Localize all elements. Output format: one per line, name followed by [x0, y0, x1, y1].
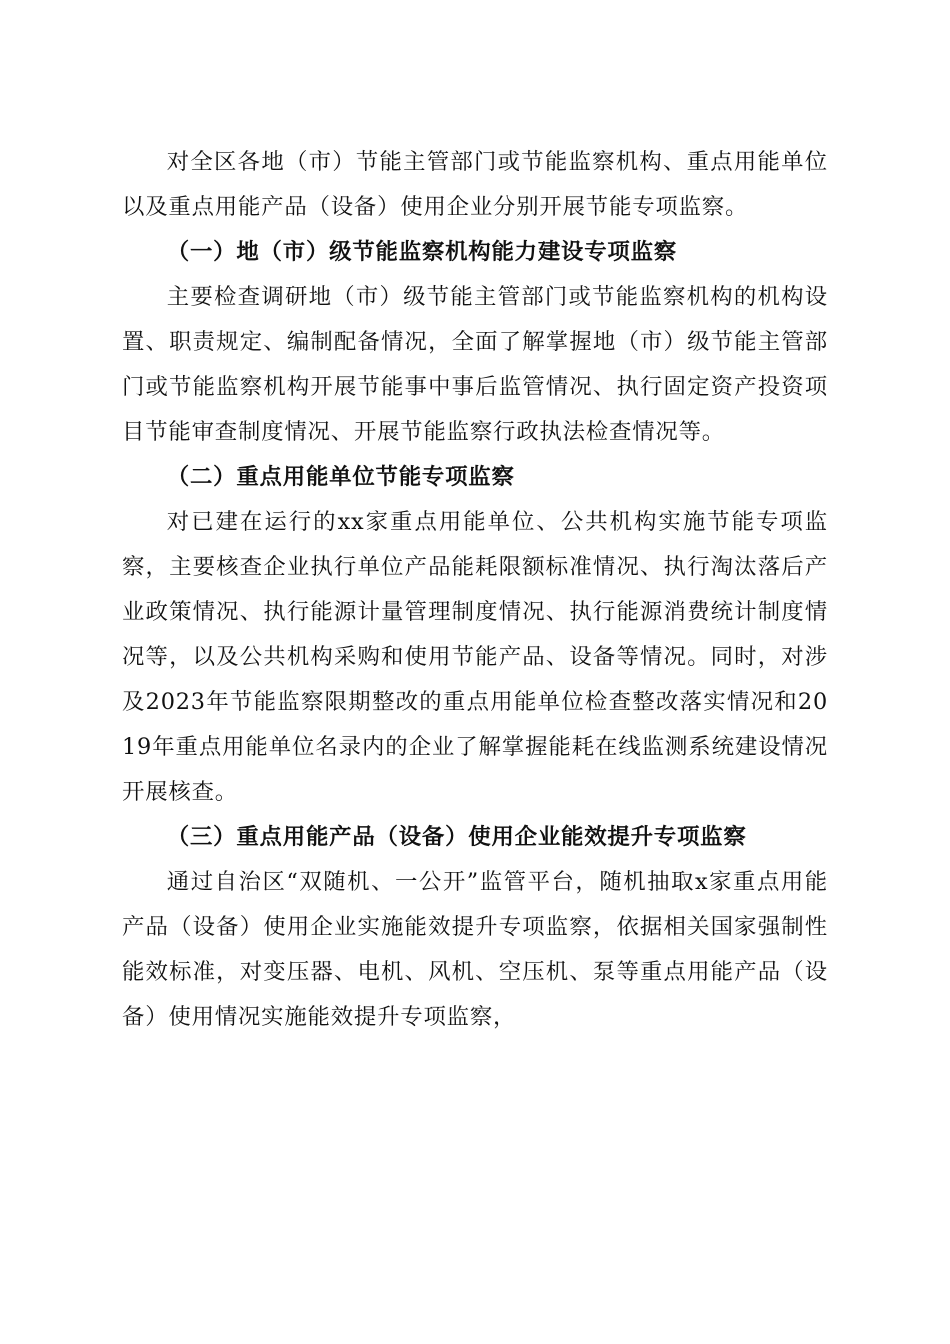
- section-heading-1: （一）地（市）级节能监察机构能力建设专项监察: [166, 239, 677, 265]
- paragraph-section-3: 通过自治区“双随机、一公开”监管平台，随机抽取x家重点用能产品（设备）使用企业实施能效提升专项监察，依据相关国家强制性能效标准，对变压器、电机、风机、空压机、泵等重点用能产品（设备）使用情况实施能效提升专项监察，: [122, 869, 828, 1030]
- section-heading-2: （二）重点用能单位节能专项监察: [166, 464, 515, 490]
- document-body: [122, 140, 828, 1040]
- paragraph-section-1: 主要检查调研地（市）级节能主管部门或节能监察机构的机构设置、职责规定、编制配备情况，全面了解掌握地（市）级节能主管部门或节能监察机构开展节能事中事后监管情况、执行固定资产投资项目节能审查制度情况、开展节能监察行政执法检查情况等。: [122, 284, 828, 445]
- paragraph-intro: 对全区各地（市）节能主管部门或节能监察机构、重点用能单位以及重点用能产品（设备）使用企业分别开展节能专项监察。: [122, 149, 828, 220]
- section-heading-3: （三）重点用能产品（设备）使用企业能效提升专项监察: [166, 824, 747, 850]
- paragraph-section-2: 对已建在运行的xx家重点用能单位、公共机构实施节能专项监察，主要核查企业执行单位产品能耗限额标准情况、执行淘汰落后产业政策情况、执行能源计量管理制度情况、执行能源消费统计制度情况等，以及公共机构采购和使用节能产品、设备等情况。同时，对涉及2023年节能监察限期整改的重点用能单位检查整改落实情况和2019年重点用能单位名录内的企业了解掌握能耗在线监测系统建设情况开展核查。: [122, 509, 828, 805]
